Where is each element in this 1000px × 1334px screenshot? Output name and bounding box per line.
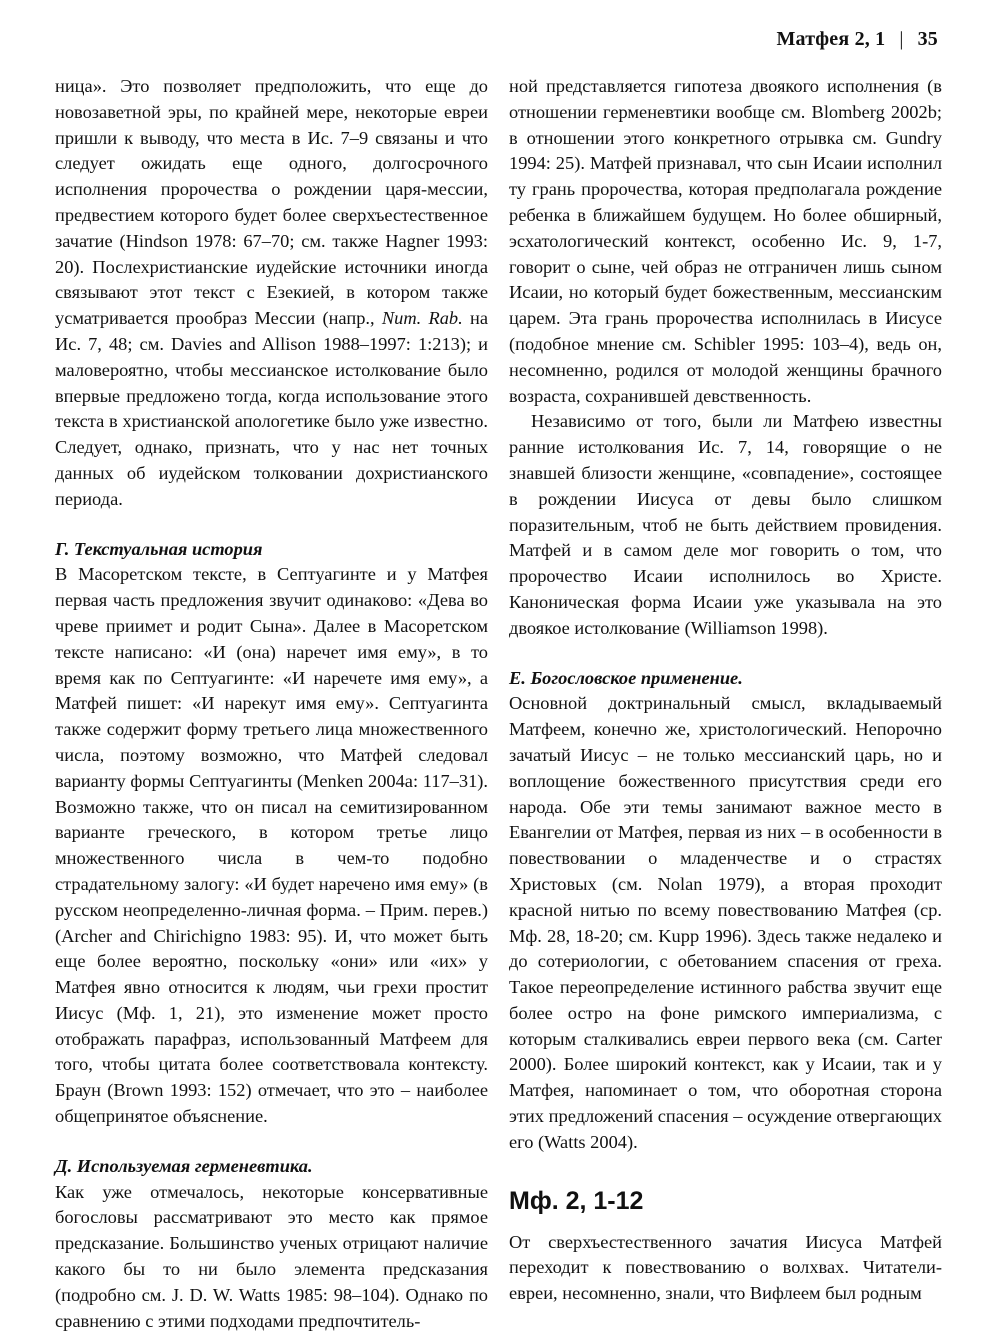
section-heading-theological-application: Е. Богословское применение.	[509, 667, 743, 688]
italic-source-abbrev: Num. Rab.	[381, 308, 463, 329]
section-heading-textual-history: Г. Текстуальная история	[55, 538, 263, 559]
page-number: 35	[917, 28, 938, 50]
section-heading-hermeneutics: Д. Используемая герменевтика.	[55, 1155, 313, 1176]
running-header	[776, 28, 938, 51]
spacer	[55, 1130, 488, 1154]
paragraph-continuation	[55, 74, 488, 513]
paragraph-text: ница». Это позволяет предположить, что еще до новозаветной эры, по крайней мере, некоторые евреи пришли к выводу, что места в Ис. 7–9 связаны и что следует ожидать еще одного, долгосрочного исполнения пророчества о рождении царя-мессии, предвестием которого будет более сверхъестественное зачатие (Hindson 1978: 67–70; см. также Hagner 1993: 20). Послехристианские иудейские источники иногда связывают этот текст с Езекией, в котором также усматривается прообраз Мессии (напр.,	[55, 76, 488, 329]
chapter-heading: Мф. 2, 1-12	[509, 1186, 644, 1215]
left-column	[55, 74, 488, 1334]
spacer	[55, 513, 488, 537]
section-text-textual-history: В Масоретском тексте, в Септуагинте и у Матфея первая часть предложения звучит одинаково: «Дева во чреве приимет и родит Сына». Далее в Масоретском тексте написано: «И (она) наречет имя ему», в то время как по Септуагинте: «И наречете имя ему», а Матфей пишет: «И нарекут имя ему». Септуагинта также содержит форму третьего лица множественного числа, поэтому возможно, что Матфей следовал варианту формы Септуагинты (Menken 2004a: 117–31). Возможно также, что он писал на семитизированном варианте греческого, в котором третье лицо множественного числа в чем-то подобно страдательному залогу: «И будет наречено имя ему» (в русском неопределенно-личная форма. – Прим. перев.) (Archer and Chirichigno 1983: 95). И, что может быть еще более вероятно, поскольку «они» или «их» у Матфея явно относится к людям, чьи грехи простит Иисус (Мф. 1, 21), это изменение может просто отображать парафраз, использованный Матфеем для того, чтобы цитата более соответствовала контексту. Браун (Brown 1993: 152) отмечает, что это – наиболее общепринятое объяснение.	[55, 564, 488, 1127]
paragraph-text-end: на Ис. 7, 48; см. Davies and Allison 1988–1997: 1:213); и маловероятно, чтобы мессианское истолкование было впервые предложено тогда, когда использование этого текста в христианской апологетике было уже известно. Следует, однако, признать, что у нас нет точных данных об иудейском толковании дохристианского периода.	[55, 308, 488, 509]
paragraph-continuation-right: ной представляется гипотеза двоякого исполнения (в отношении герменевтики вообще см. Blomberg 2002b; в отношении этого конкретного отрывка см. Gundry 1994: 25). Матфей признавал, что сын Исаии исполнил ту грань пророчества, которая предполагала рождение ребенка в ближайшем будущем. Но более обширный, эсхатологический контекст, особенно Ис. 9, 1-7, говорит о сыне, чей образ не отграничен лишь сыном Исаии, но который будет божественным, мессианским царем. Эта грань пророчества исполнилась в Иисусе (подобное мнение см. Schibler 1995: 103–4), ведь он, несомненно, родился от молодой женщины брачного возраста, сохранившей девственность.	[509, 76, 942, 406]
section-text-hermeneutics: Как уже отмечалось, некоторые консервативные богословы рассматривают это место как прямое предсказание. Большинство ученых отрицают наличие какого бы то ни было элемента предсказания (подробно см. J. D. W. Watts 1985: 98–104). Однако по сравнению с этими подходами предпочтитель-	[55, 1181, 488, 1331]
paragraph-providence: Независимо от того, были ли Матфею известны ранние истолкования Ис. 7, 14, говорящие о не знавшей близости женщине, «совпадение», состоящее в рождении Иисуса от девы было слишком поразительным, чтоб не быть действием провидения. Матфей и в самом деле мог говорить о том, что пророчество Исаии исполнилось во Христе. Каноническая форма Исаии уже указывала на это двоякое истолкование (Williamson 1998).	[509, 411, 942, 638]
spacer	[509, 642, 942, 666]
header-reference: Матфея 2, 1	[776, 28, 886, 50]
right-column	[509, 74, 942, 1307]
header-separator: |	[899, 28, 904, 50]
paragraph-magi-intro: От сверхъестественного зачатия Иисуса Матфей переходит к повествованию о волхвах. Читатели-евреи, несомненно, знали, что Вифлеем был родным	[509, 1231, 942, 1304]
section-text-theological-application: Основной доктринальный смысл, вкладываемый Матфеем, конечно же, христологический. Непорочно зачатый Иисус – не только мессианский царь, но и воплощение божественного присутствия среди его народа. Обе эти темы занимают важное место в Евангелии от Матфея, первая из них – в особенности в повествовании о младенчестве и о страстях Христовых (см. Nolan 1979), а вторая проходит красной нитью по всему повествованию Матфея (ср. Мф. 28, 18-20; см. Kupp 1996). Здесь также недалеко и до сотериологии, с обетованием спасения от греха. Такое переопределение истинного рабства звучит еще более остро на фоне римского империализма, с которым сталкивались евреи первого века (см. Carter 2000). Более широкий контекст, как у Исаии, так и у Матфея, напоминает о том, что оборотная сторона этих предложений спасения – осуждение отвергающих его (Watts 2004).	[509, 693, 942, 1152]
